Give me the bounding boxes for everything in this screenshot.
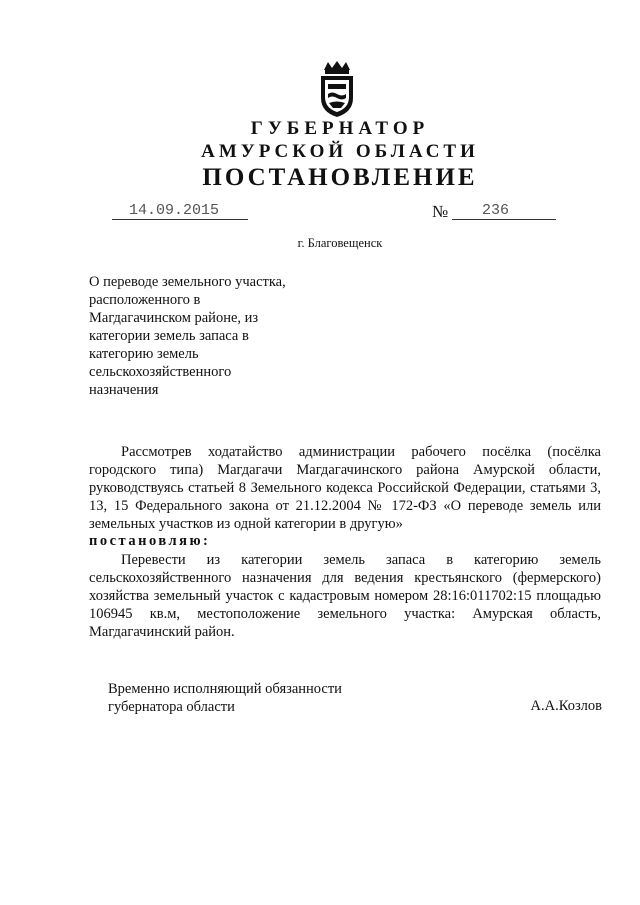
date-underline xyxy=(112,219,248,220)
subject-line: Магдагачинском районе, из xyxy=(89,310,259,326)
document-type: ПОСТАНОВЛЕНИЕ xyxy=(202,164,478,191)
header-region: АМУРСКОЙ ОБЛАСТИ xyxy=(201,141,479,162)
preamble-paragraph: Рассмотрев ходатайство администрации рабочего посёлка (посёлка городского типа) Магдагачи Магдагачинского района Амурской области, руководствуясь статьей 8 Земельного кодекса Российской Федерации, статьями 3, 13, 15 Федерального закона от 21.12.2004 № 172-ФЗ «О переводе земель или земельных участков из одной категории в другую» xyxy=(89,444,601,532)
city: г. Благовещенск xyxy=(297,236,383,250)
document-number: 236 xyxy=(482,202,510,219)
position-line: Временно исполняющий обязанности xyxy=(108,681,342,697)
subject-line: назначения xyxy=(89,382,159,398)
subject-line: категории земель запаса в xyxy=(89,328,249,344)
document-date: 14.09.2015 xyxy=(129,202,220,219)
number-label: № xyxy=(432,202,449,221)
signatory-name: А.А.Козлов xyxy=(530,698,602,714)
number-underline xyxy=(452,219,556,220)
resolve-word: постановляю: xyxy=(89,533,211,549)
subject-line: расположенного в xyxy=(89,292,201,308)
position-line: губернатора области xyxy=(108,699,235,715)
header-title: ГУБЕРНАТОР xyxy=(250,118,430,139)
document-subject xyxy=(89,273,319,399)
subject-line: сельскохозяйственного xyxy=(89,364,232,380)
subject-line: О переводе земельного участка, xyxy=(89,274,286,290)
subject-line: категорию земель xyxy=(89,346,199,362)
signatory-position xyxy=(108,680,342,716)
amur-oblast-coat-of-arms-icon xyxy=(316,60,358,118)
resolution-paragraph: Перевести из категории земель запаса в категорию земель сельскохозяйственного назначения для ведения крестьянского (фермерского) хозяйства земельный участок с кадастровым номером 28:16:011702:15 площадью 106945 кв.м, местоположение земельного участка: Амурская область, Магдагачинский район. xyxy=(89,552,601,640)
